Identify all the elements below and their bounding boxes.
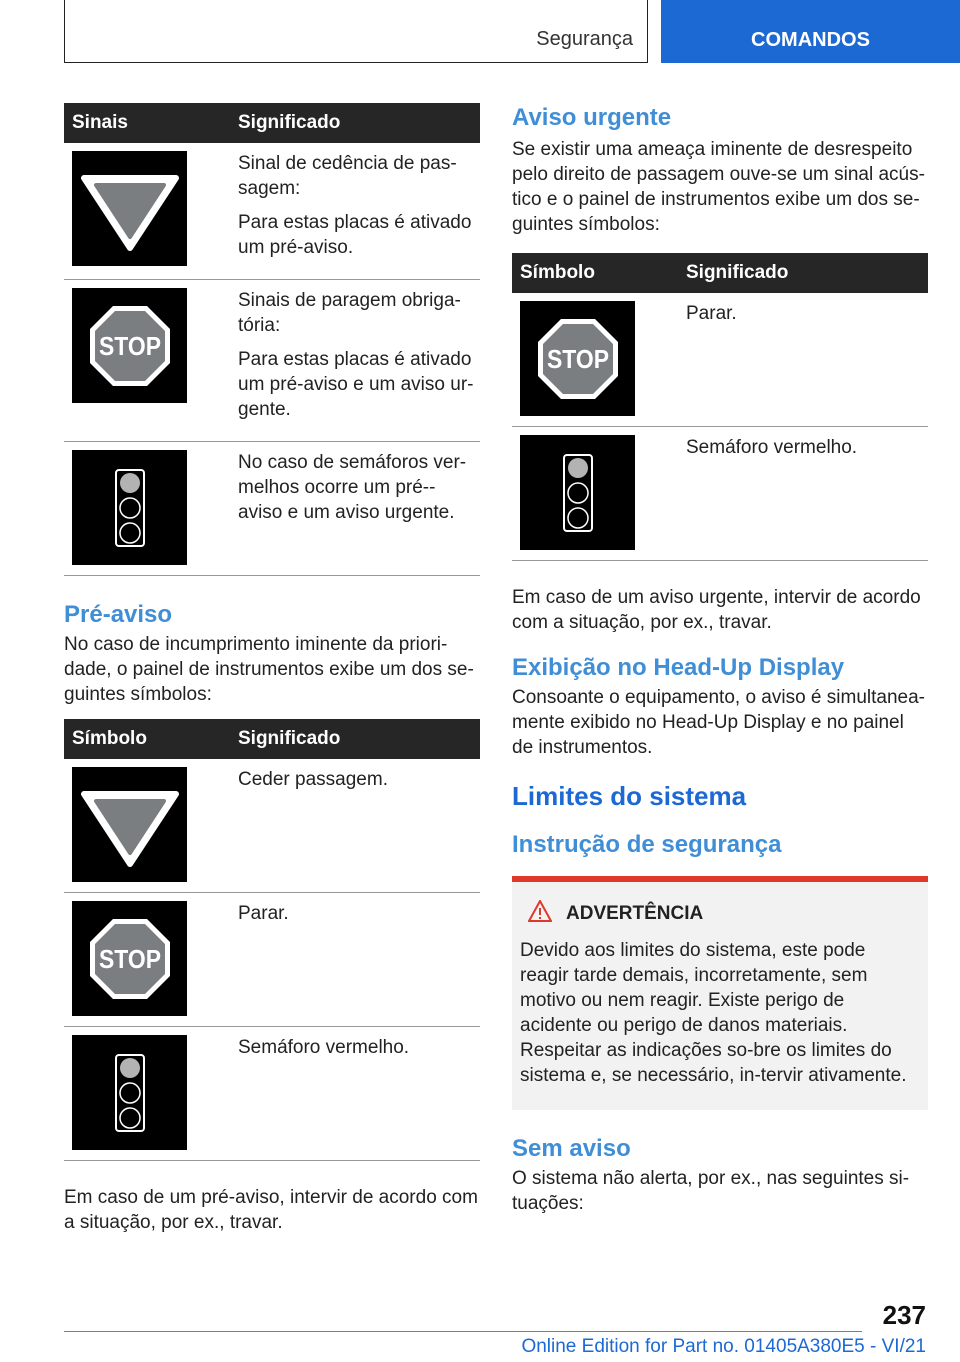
pre-aviso-heading: Pré-aviso: [64, 601, 173, 628]
traffic-light-icon: [72, 1035, 187, 1150]
table-row: [64, 143, 480, 280]
pre-aviso-outro: Em caso de um pré-aviso, intervir de acordo com a situação, por ex., travar.: [64, 1187, 478, 1233]
sem-aviso-heading: Sem aviso: [512, 1135, 631, 1162]
col-header-meaning: Significado: [238, 719, 480, 759]
col-header-symbol: Símbolo: [512, 253, 686, 293]
row-text: Sinais de paragem obriga-tória:: [238, 290, 461, 336]
warning-triangle-icon: [528, 900, 552, 928]
table-row: [64, 442, 480, 576]
col-header-signs: Sinais: [64, 103, 238, 143]
row-text: Semáforo vermelho.: [686, 437, 858, 458]
table-row: [512, 427, 928, 561]
row-text: Semáforo vermelho.: [238, 1037, 410, 1058]
col-header-symbol: Símbolo: [64, 719, 238, 759]
hud-heading: Exibição no Head-Up Display: [512, 654, 845, 681]
pre-aviso-intro: No caso de incumprimento iminente da priori-dade, o painel de instrumentos exibe um dos se-guintes símbolos:: [64, 634, 474, 705]
stop-sign-icon: [72, 288, 187, 403]
hud-text: Consoante o equipamento, o aviso é simultanea-mente exibido no Head-Up Display e no painel de instrumentos.: [512, 687, 925, 758]
stop-sign-icon: [72, 901, 187, 1016]
signs-table: [64, 103, 480, 576]
header-chapter-label: COMANDOS: [751, 29, 870, 51]
row-text: Sinal de cedência de pas-sagem:: [238, 153, 457, 199]
right-column: [512, 103, 928, 1216]
row-text: Para estas placas é ativado um pré-aviso e um aviso ur-gente.: [238, 349, 474, 420]
svg-text:STOP: STOP: [98, 330, 161, 361]
header-section-box: [64, 0, 648, 63]
svg-text:STOP: STOP: [546, 343, 609, 374]
col-header-meaning: Significado: [238, 103, 480, 143]
limites-heading: Limites do sistema: [512, 781, 747, 811]
table-row: [64, 1027, 480, 1161]
table-row: [64, 893, 480, 1027]
aviso-urgente-intro: Se existir uma ameaça iminente de desrespeito pelo direito de passagem ouve-se um sinal acús-tico e o painel de instrumentos exibe um dos se-guintes símbolos:: [512, 139, 925, 235]
header-chapter-tab[interactable]: [661, 0, 960, 63]
table-row: [512, 293, 928, 427]
left-column: [64, 103, 480, 1235]
aviso-urgente-heading: Aviso urgente: [512, 104, 672, 131]
instrucao-heading: Instrução de segurança: [512, 831, 782, 858]
aviso-symbols-table: [512, 253, 928, 561]
row-text: No caso de semáforos ver-melhos ocorre um pré--aviso e um aviso urgente.: [238, 452, 467, 523]
yield-sign-icon: [72, 151, 187, 266]
yield-sign-icon: [72, 767, 187, 882]
header-section-title: Segurança: [536, 28, 633, 50]
table-row: [64, 759, 480, 893]
page-number: 237: [882, 1300, 926, 1330]
col-header-meaning: Significado: [686, 253, 928, 293]
stop-sign-icon: [520, 301, 635, 416]
sem-aviso-text: O sistema não alerta, por ex., nas seguintes si-tuações:: [512, 1168, 910, 1214]
warning-text: Devido aos limites do sistema, este pode reagir tarde demais, incorretamente, sem motivo ou nem reagir. Existe perigo de acidente ou perigo de danos materiais. Respeitar as indicações so-bre os limites do sistema e, se necessário, in-tervir ativamente.: [520, 940, 907, 1086]
footer-edition: Online Edition for Part no. 01405A380E5 - VI/21: [521, 1336, 926, 1357]
traffic-light-icon: [72, 450, 187, 565]
svg-text:STOP: STOP: [98, 943, 161, 974]
aviso-outro: Em caso de um aviso urgente, intervir de acordo com a situação, por ex., travar.: [512, 587, 921, 633]
warning-box: [512, 876, 928, 1110]
footer-divider: [64, 1331, 862, 1332]
table-row: [64, 280, 480, 442]
pre-aviso-symbols-table: [64, 719, 480, 1161]
traffic-light-icon: [520, 435, 635, 550]
warning-label: ADVERTÊNCIA: [566, 903, 704, 924]
row-text: Parar.: [686, 303, 737, 324]
row-text: Ceder passagem.: [238, 769, 388, 790]
row-text: Para estas placas é ativado um pré-aviso.: [238, 212, 472, 258]
row-text: Parar.: [238, 903, 289, 924]
